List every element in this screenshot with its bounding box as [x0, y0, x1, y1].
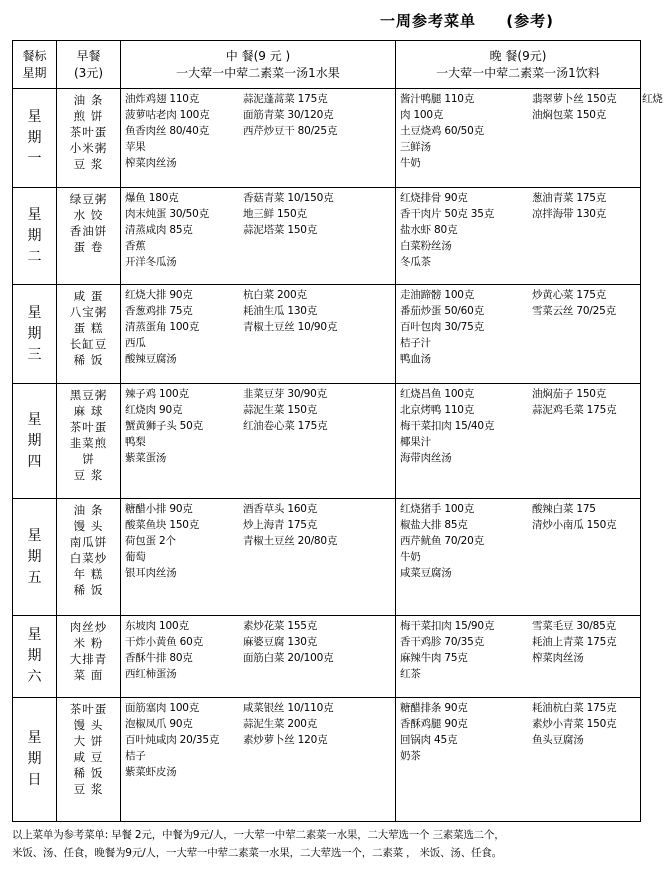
dinner-line [400, 748, 640, 764]
dinner-line [400, 190, 640, 206]
lunch-dish: 酸菜鱼块 150克 [125, 519, 200, 531]
lunch-cell [121, 285, 396, 384]
lunch-dish: 东坡肉 100克 [125, 620, 189, 632]
lunch-dish: 紫菜蛋汤 [125, 452, 167, 464]
day-label-char: 期 [27, 648, 42, 664]
breakfast-item: 肉丝炒 [69, 620, 108, 634]
dinner-dish: 红烧昌鱼 100克 [400, 388, 475, 400]
lunch-dish: 肉末炖蛋 30/50克 [125, 208, 209, 220]
breakfast-item: 饼 [82, 452, 95, 466]
day-row [13, 89, 641, 188]
lunch-dish: 菠萝咕老肉 100克 [125, 109, 210, 121]
dinner-dish: 北京烤鸭 110克 [400, 404, 475, 416]
lunch-dish: 素炒萝卜丝 120克 [243, 734, 328, 746]
header-breakfast-price: (3元) [74, 65, 103, 80]
header-breakfast-label: 早餐 [76, 48, 101, 63]
lunch-line [125, 335, 395, 351]
lunch-dish: 百叶炖咸肉 20/35克 [125, 734, 220, 746]
dinner-line [400, 517, 640, 533]
lunch-dish: 韭菜豆芽 30/90克 [243, 388, 327, 400]
breakfast-item: 油 条 [73, 93, 104, 107]
breakfast-cell [57, 616, 121, 698]
dinner-line [400, 700, 640, 716]
lunch-line [125, 107, 395, 123]
day-label-char: 期 [27, 751, 42, 767]
day-label-char: 星 [27, 627, 42, 643]
weekly-menu-table [12, 40, 663, 822]
dinner-cell [396, 698, 641, 822]
day-label [13, 616, 57, 698]
dinner-dish: 西芹鱿鱼 70/20克 [400, 535, 484, 547]
header-breakfast [57, 41, 121, 89]
dinner-dish: 酱汁鸭腿 110克 [400, 93, 475, 105]
dinner-dish: 葱油青菜 175克 [532, 192, 607, 204]
day-row [13, 499, 641, 616]
header-lunch-label: 中 餐(9 元 ) [225, 48, 291, 63]
dinner-line [400, 155, 640, 171]
day-label-char: 日 [27, 772, 42, 788]
breakfast-cell [57, 188, 121, 285]
lunch-dish: 紫菜虾皮汤 [125, 766, 177, 778]
lunch-dish: 香酥牛排 80克 [125, 652, 193, 664]
dinner-dish: 耗油杭白菜 175克 [532, 702, 617, 714]
day-row [13, 188, 641, 285]
dinner-cell [396, 616, 641, 698]
lunch-dish: 银耳肉丝汤 [125, 567, 177, 579]
dinner-line [400, 386, 640, 402]
dinner-dish: 百叶包肉 30/75克 [400, 321, 484, 333]
day-row [13, 285, 641, 384]
breakfast-item: 年 糕 [73, 567, 104, 581]
lunch-line [125, 732, 395, 748]
day-label-char: 期 [27, 227, 42, 244]
dinner-dish: 椒盐大排 85克 [400, 519, 468, 531]
breakfast-cell [57, 384, 121, 499]
day-label-char: 星 [27, 411, 42, 428]
lunch-line [125, 764, 395, 780]
dinner-dish: 酸辣白菜 175 [532, 503, 596, 515]
lunch-dish: 爆鱼 180克 [125, 192, 179, 204]
lunch-dish: 桔子 [125, 750, 146, 762]
lunch-line [125, 91, 395, 107]
lunch-line [125, 319, 395, 335]
lunch-dish: 清蒸蛋角 100克 [125, 321, 200, 333]
dinner-line [400, 351, 640, 367]
day-label-char: 星 [27, 304, 42, 321]
lunch-line [125, 190, 395, 206]
dinner-dish: 香酥鸡腿 90克 [400, 718, 468, 730]
lunch-dish: 香菇青菜 10/150克 [243, 192, 334, 204]
lunch-dish: 青椒土豆丝 20/80克 [243, 535, 338, 547]
dinner-line [400, 418, 640, 434]
dinner-dish: 回锅肉 45克 [400, 734, 458, 746]
lunch-dish: 苹果 [125, 141, 146, 153]
lunch-dish: 榨菜肉丝汤 [125, 157, 177, 169]
dinner-cell [396, 285, 641, 384]
dinner-dish: 油焖茄子 150克 [532, 388, 607, 400]
day-label [13, 285, 57, 384]
lunch-dish: 麻婆豆腐 130克 [243, 636, 318, 648]
dinner-dish: 香干肉片 50克 35克 [400, 208, 494, 220]
title-text: 一周参考菜单 [380, 12, 477, 30]
header-dinner [396, 41, 641, 89]
dinner-line [400, 335, 640, 351]
breakfast-item: 黑豆粥 [69, 388, 108, 402]
breakfast-item: 菜 面 [73, 668, 104, 682]
lunch-dish: 蒜泥生菜 200克 [243, 718, 318, 730]
lunch-dish: 鱼香肉丝 80/40克 [125, 125, 209, 137]
dinner-line [400, 549, 640, 565]
day-label-char: 星 [27, 730, 42, 746]
day-label-char: 六 [27, 669, 42, 685]
lunch-line [125, 634, 395, 650]
header-day-label-2: 星期 [22, 65, 47, 80]
dinner-dish: 盐水虾 80克 [400, 224, 458, 236]
lunch-dish: 香蕉 [125, 240, 146, 252]
lunch-dish: 红烧肉 90克 [125, 404, 183, 416]
dinner-line [400, 238, 640, 254]
footnote [12, 826, 642, 862]
dinner-dish: 耗油上青菜 175克 [532, 636, 617, 648]
dinner-line [400, 618, 640, 634]
dinner-dish: 肉 100克 [400, 109, 444, 121]
lunch-dish: 面筋白菜 20/100克 [243, 652, 334, 664]
dinner-dish: 红茶 [400, 668, 421, 680]
dinner-dish: 油焖包菜 150克 [532, 109, 607, 121]
breakfast-item: 蛋 卷 [73, 240, 104, 254]
day-label [13, 89, 57, 188]
header-lunch-desc: 一大荤一中荤二素菜一汤1水果 [176, 65, 340, 80]
lunch-dish: 西红柿蛋汤 [125, 668, 177, 680]
day-label-char: 星 [27, 527, 42, 544]
lunch-dish: 荷包蛋 2个 [125, 535, 176, 547]
lunch-dish: 香葱鸡排 75克 [125, 305, 193, 317]
breakfast-item: 白菜炒 [69, 551, 108, 565]
dinner-line [400, 303, 640, 319]
header-dinner-desc: 一大荤一中荤二素菜一汤1饮料 [436, 65, 600, 80]
lunch-dish: 炒上海青 175克 [243, 519, 318, 531]
lunch-line [125, 748, 395, 764]
dinner-dish: 白菜粉丝汤 [400, 240, 452, 252]
lunch-line [125, 565, 395, 581]
dinner-line [400, 254, 640, 270]
lunch-line [125, 386, 395, 402]
dinner-dish: 梅干菜扣肉 15/40克 [400, 420, 495, 432]
day-label [13, 698, 57, 822]
lunch-line [125, 618, 395, 634]
lunch-cell [121, 499, 396, 616]
dinner-line [400, 634, 640, 650]
day-label-char: 星 [27, 108, 42, 125]
lunch-line [125, 700, 395, 716]
dinner-dish: 三鲜汤 [400, 141, 431, 153]
breakfast-item: 南瓜饼 [69, 535, 108, 549]
dinner-dish: 麻辣牛肉 75克 [400, 652, 468, 664]
lunch-line [125, 206, 395, 222]
day-row [13, 698, 641, 822]
lunch-line [125, 402, 395, 418]
dinner-dish: 红烧猪手 100克 [400, 503, 475, 515]
title-note: (参考) [506, 12, 554, 30]
dinner-line [400, 107, 640, 123]
breakfast-item: 豆 浆 [73, 157, 104, 171]
lunch-line [125, 351, 395, 367]
lunch-line [125, 650, 395, 666]
lunch-dish: 蒜泥生菜 150克 [243, 404, 318, 416]
lunch-line [125, 123, 395, 139]
dinner-line [400, 450, 640, 466]
dinner-line [400, 732, 640, 748]
breakfast-item: 米 粉 [73, 636, 104, 650]
breakfast-item: 茶叶蛋 [69, 125, 108, 139]
dinner-line [400, 123, 640, 139]
lunch-dish: 鸭梨 [125, 436, 146, 448]
dinner-line [400, 139, 640, 155]
lunch-dish: 西瓜 [125, 337, 146, 349]
dinner-cell [396, 188, 641, 285]
day-label [13, 188, 57, 285]
breakfast-item: 水 饺 [73, 208, 104, 222]
dinner-dish: 炒黄心菜 175克 [532, 289, 607, 301]
breakfast-cell [57, 698, 121, 822]
day-label-char: 一 [27, 150, 42, 167]
dinner-dish: 奶茶 [400, 750, 421, 762]
dinner-dish: 蒜泥鸡毛菜 175克 [532, 404, 617, 416]
dinner-line [400, 402, 640, 418]
dinner-dish: 番茄炒蛋 50/60克 [400, 305, 484, 317]
dinner-dish: 榨菜肉丝汤 [532, 652, 584, 664]
dinner-dish: 牛奶 [400, 157, 421, 169]
breakfast-item: 大 饼 [73, 734, 104, 748]
dinner-dish: 牛奶 [400, 551, 421, 563]
lunch-cell [121, 698, 396, 822]
dinner-cell [396, 89, 663, 188]
breakfast-item: 稀 饭 [73, 583, 104, 597]
breakfast-item: 香油饼 [69, 224, 108, 238]
lunch-dish: 地三鲜 150克 [243, 208, 307, 220]
dinner-dish: 翡翠萝卜丝 150克 [532, 93, 617, 105]
page-title [380, 10, 554, 31]
lunch-line [125, 434, 395, 450]
dinner-dish: 香干鸡胗 70/35克 [400, 636, 484, 648]
dinner-dish: 红烧排骨 90克 [400, 192, 468, 204]
breakfast-item: 蛋 糕 [73, 321, 104, 335]
dinner-dish: 咸菜豆腐汤 [400, 567, 452, 579]
breakfast-item: 茶叶蛋 [69, 702, 108, 716]
breakfast-item: 咸 豆 [73, 750, 104, 764]
breakfast-item: 韭菜煎 [69, 436, 108, 450]
footnote-line-1: 以上菜单为参考菜单: 早餐 2元，中餐为9元/人，一大荤一中荤二素菜一水果，二大荤选一个 三素菜选二个， [12, 829, 505, 841]
day-label-char: 二 [27, 248, 42, 265]
dinner-line [400, 287, 640, 303]
dinner-dish: 冬瓜茶 [400, 256, 431, 268]
day-label [13, 499, 57, 616]
lunch-cell [121, 384, 396, 499]
day-row [13, 616, 641, 698]
breakfast-item: 咸 蛋 [73, 289, 104, 303]
lunch-dish: 素炒花菜 155克 [243, 620, 318, 632]
breakfast-item: 豆 浆 [73, 468, 104, 482]
lunch-line [125, 287, 395, 303]
dinner-dish: 清炒小南瓜 150克 [532, 519, 617, 531]
lunch-line [125, 716, 395, 732]
breakfast-item: 稀 饭 [73, 353, 104, 367]
lunch-dish: 杭白菜 200克 [243, 289, 307, 301]
dinner-dish: 鱼头豆腐汤 [532, 734, 584, 746]
day-label-char: 期 [27, 548, 42, 565]
lunch-line [125, 418, 395, 434]
lunch-dish: 面筋青菜 30/120克 [243, 109, 334, 121]
lunch-line [125, 222, 395, 238]
breakfast-item: 茶叶蛋 [69, 420, 108, 434]
breakfast-cell [57, 89, 121, 188]
day-label-char: 期 [27, 129, 42, 146]
dinner-dish: 走油蹄髈 100克 [400, 289, 475, 301]
dinner-line [400, 650, 640, 666]
lunch-dish: 蟹黄狮子头 50克 [125, 420, 203, 432]
dinner-line [400, 222, 640, 238]
lunch-line [125, 533, 395, 549]
lunch-dish: 耗油生瓜 130克 [243, 305, 318, 317]
lunch-line [125, 238, 395, 254]
header-day [13, 41, 57, 89]
day-label-char: 星 [27, 206, 42, 223]
dinner-line [400, 565, 640, 581]
breakfast-item: 煎 饼 [73, 109, 104, 123]
dinner-line [400, 501, 640, 517]
lunch-line [125, 666, 395, 682]
lunch-dish: 蒜泥塔菜 150克 [243, 224, 318, 236]
day-label-char: 期 [27, 432, 42, 449]
dinner-line [400, 206, 640, 222]
lunch-dish: 咸菜银丝 10/110克 [243, 702, 334, 714]
lunch-line [125, 450, 395, 466]
lunch-dish: 酒香草头 160克 [243, 503, 318, 515]
dinner-dish: 雪菜毛豆 30/85克 [532, 620, 616, 632]
header-day-label-1: 餐标 [22, 48, 47, 63]
day-label [13, 384, 57, 499]
lunch-cell [121, 188, 396, 285]
dinner-dish: 糖醋排条 90克 [400, 702, 468, 714]
dinner-dish: 凉拌海带 130克 [532, 208, 607, 220]
dinner-cell [396, 384, 641, 499]
lunch-dish: 面筋塞肉 100克 [125, 702, 200, 714]
dinner-dish: 梅干菜扣肉 15/90克 [400, 620, 495, 632]
day-row [13, 384, 641, 499]
breakfast-item: 油 条 [73, 503, 104, 517]
dinner-line [400, 716, 640, 732]
dinner-dish: 桔子汁 [400, 337, 431, 349]
breakfast-item: 馒 头 [73, 718, 104, 732]
breakfast-item: 大排青 [69, 652, 108, 666]
lunch-dish: 泡椒凤爪 90克 [125, 718, 193, 730]
lunch-dish: 辣子鸡 100克 [125, 388, 189, 400]
lunch-dish: 青椒土豆丝 10/90克 [243, 321, 338, 333]
dinner-dish: 雪菜云丝 70/25克 [532, 305, 616, 317]
breakfast-item: 馒 头 [73, 519, 104, 533]
dinner-line [400, 533, 640, 549]
dinner-line [400, 666, 640, 682]
breakfast-item: 八宝粥 [69, 305, 108, 319]
day-label-char: 期 [27, 325, 42, 342]
lunch-line [125, 139, 395, 155]
breakfast-item: 长缸豆 [69, 337, 108, 351]
lunch-line [125, 254, 395, 270]
day-label-char: 四 [27, 453, 42, 470]
lunch-dish: 清蒸咸肉 85克 [125, 224, 193, 236]
lunch-line [125, 501, 395, 517]
breakfast-item: 麻 球 [73, 404, 104, 418]
header-row [13, 41, 641, 89]
lunch-dish: 干炸小黄鱼 60克 [125, 636, 203, 648]
header-lunch [121, 41, 396, 89]
dinner-dish: 鸭血汤 [400, 353, 431, 365]
lunch-dish: 蒜泥蓬蒿菜 175克 [243, 93, 328, 105]
lunch-line [125, 517, 395, 533]
lunch-dish: 红烧大排 90克 [125, 289, 193, 301]
lunch-dish: 葡萄 [125, 551, 146, 563]
lunch-dish: 西芹炒豆干 80/25克 [243, 125, 338, 137]
lunch-dish: 油炸鸡翅 110克 [125, 93, 200, 105]
dinner-line [400, 434, 640, 450]
lunch-dish: 糖醋小排 90克 [125, 503, 193, 515]
breakfast-item: 豆 浆 [73, 782, 104, 796]
header-dinner-label: 晚 餐(9元) [489, 48, 547, 63]
lunch-line [125, 155, 395, 171]
lunch-line [125, 549, 395, 565]
day-label-char: 五 [27, 569, 42, 586]
day-label-char: 三 [27, 346, 42, 363]
dinner-line [400, 319, 640, 335]
footnote-line-2: 米饭、汤、任食，晚餐为9元/人，一大荤一中荤二素菜一水果，二大荤选一个，二素菜 ， 米饭、汤、任食。 [12, 847, 502, 859]
lunch-dish: 开洋冬瓜汤 [125, 256, 177, 268]
breakfast-cell [57, 285, 121, 384]
breakfast-cell [57, 499, 121, 616]
lunch-cell [121, 89, 396, 188]
breakfast-item: 稀 饭 [73, 766, 104, 780]
breakfast-item: 小米粥 [69, 141, 108, 155]
lunch-dish: 红油卷心菜 175克 [243, 420, 328, 432]
dinner-line [400, 91, 663, 107]
lunch-dish: 酸辣豆腐汤 [125, 353, 177, 365]
dinner-cell [396, 499, 641, 616]
dinner-dish: 素炒小青菜 150克 [532, 718, 617, 730]
breakfast-item: 绿豆粥 [69, 192, 108, 206]
dinner-dish: 椰果汁 [400, 436, 431, 448]
dinner-dish: 土豆烧鸡 60/50克 [400, 125, 484, 137]
dinner-dish: 海带肉丝汤 [400, 452, 452, 464]
lunch-line [125, 303, 395, 319]
dinner-dish: 红烧 [642, 93, 663, 105]
lunch-cell [121, 616, 396, 698]
